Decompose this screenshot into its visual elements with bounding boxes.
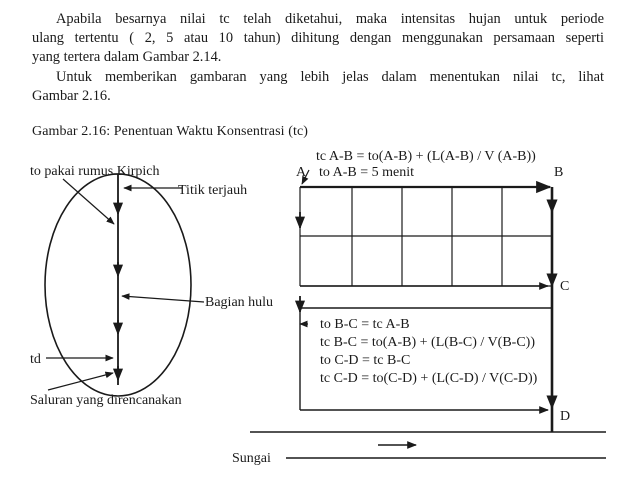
label-to-kirpich: to pakai rumus Kirpich — [30, 164, 160, 179]
label-to-ab: to A-B = 5 menit — [319, 165, 415, 180]
label-point-b: B — [554, 165, 564, 180]
label-bagian-hulu: Bagian hulu — [205, 295, 274, 310]
formula-to-bc: to B-C = tc A-B — [320, 317, 410, 332]
arrow-bagian-hulu — [122, 296, 204, 302]
formula-tc-ab: tc A-B = to(A-B) + (L(A-B) / V (A-B)) — [316, 149, 536, 164]
formula-tc-cd: tc C-D = to(C-D) + (L(C-D) / V(C-D)) — [320, 371, 538, 386]
label-sungai: Sungai — [232, 451, 271, 466]
paragraph-line: yang tertera dalam Gambar 2.14. — [32, 49, 222, 65]
paragraph-line: Gambar 2.16. — [32, 88, 111, 104]
label-point-c: C — [560, 279, 570, 294]
figure-caption: Gambar 2.16: Penentuan Waktu Konsentrasi (tc) — [32, 124, 309, 139]
paragraph-line: ulang tertentu ( 2, 5 atau 10 tahun) dihitung dengan menggunakan persamaan seperti — [32, 30, 604, 46]
paragraph-line: Apabila besarnya nilai tc telah diketahui, maka intensitas hujan untuk periode — [56, 11, 604, 27]
label-td: td — [30, 352, 41, 367]
label-titik-terjauh: Titik terjauh — [178, 183, 248, 198]
formula-to-cd: to C-D = tc B-C — [320, 353, 411, 368]
label-point-d: D — [560, 409, 571, 424]
paragraph-line: Untuk memberikan gambaran yang lebih jelas dalam menentukan nilai tc, lihat — [56, 69, 604, 85]
label-saluran: Saluran yang direncanakan — [30, 393, 182, 408]
label-point-a: A — [296, 165, 307, 180]
formula-tc-bc: tc B-C = to(A-B) + (L(B-C) / V(B-C)) — [320, 335, 536, 350]
arrow-saluran — [48, 373, 113, 390]
catchment-grid — [300, 187, 552, 286]
